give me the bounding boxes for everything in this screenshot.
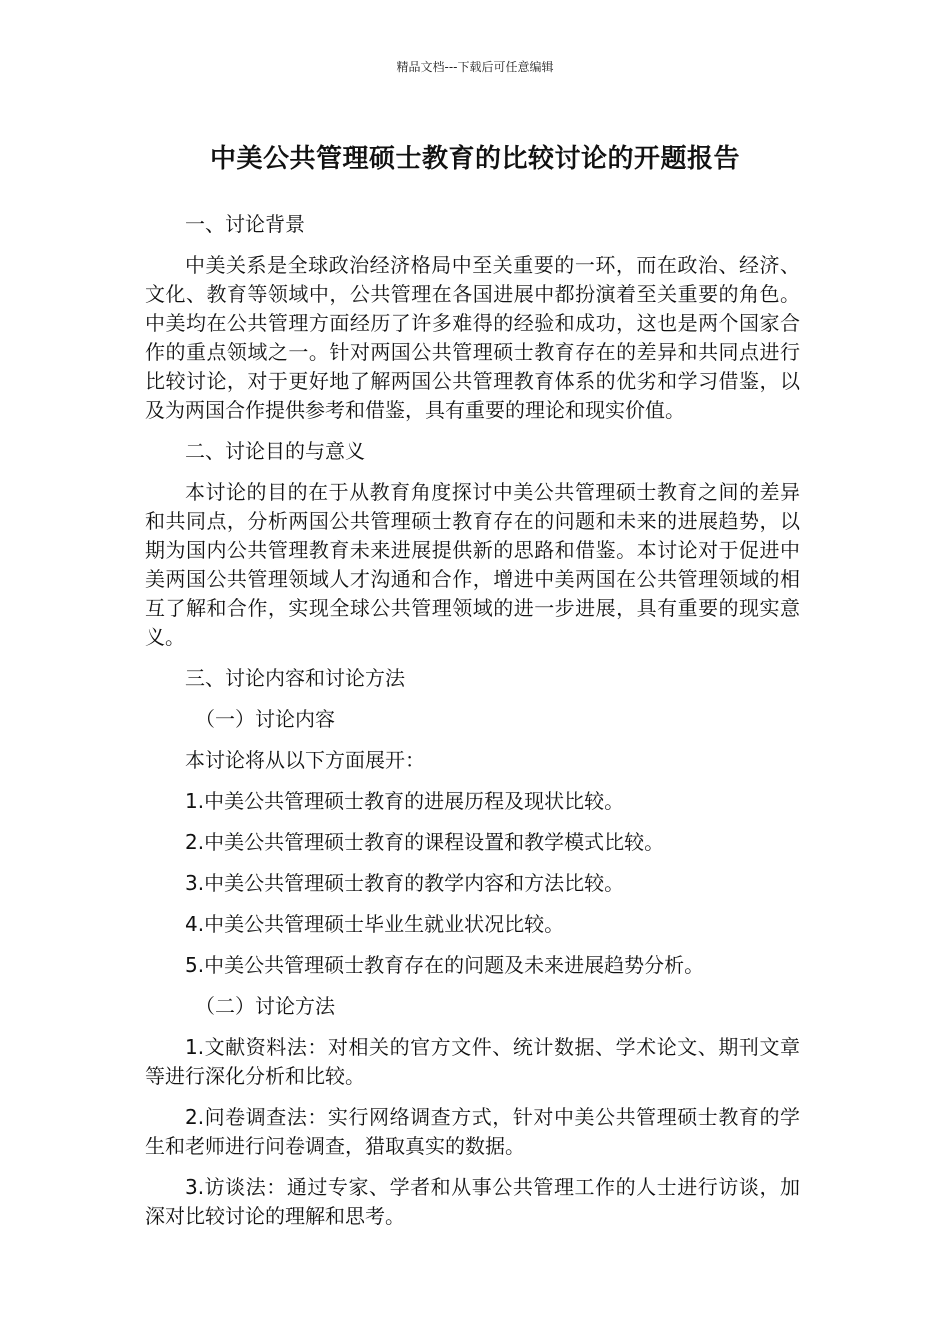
section-3-subheading-methods: （二）讨论方法 — [195, 994, 335, 1018]
document-title: 中美公共管理硕士教育的比较讨论的开题报告 — [209, 144, 740, 174]
method-item: 1.文献资料法：对相关的官方文件、统计数据、学术论文、期刊文章等进行深化分析和比较。 — [145, 1035, 800, 1088]
header-note: 精品文档---下载后可任意编辑 — [396, 60, 554, 74]
section-3-subheading-content: （一）讨论内容 — [195, 707, 335, 731]
section-3-heading: 三、讨论内容和讨论方法 — [185, 666, 405, 690]
section-2-paragraph: 本讨论的目的在于从教育角度探讨中美公共管理硕士教育之间的差异和共同点，分析两国公共管理硕士教育存在的问题和未来的进展趋势，以期为国内公共管理教育未来进展提供新的思路和借鉴。本讨论对于促进中美两国公共管理领域人才沟通和合作，增进中美两国在公共管理领域的相互了解和合作，实现全球公共管理领域的进一步进展，具有重要的现实意义。 — [145, 480, 800, 649]
list-item: 4.中美公共管理硕士毕业生就业状况比较。 — [185, 912, 565, 936]
section-1-heading: 一、讨论背景 — [185, 212, 305, 236]
method-item: 2.问卷调查法：实行网络调查方式，针对中美公共管理硕士教育的学生和老师进行问卷调查，猎取真实的数据。 — [145, 1105, 800, 1158]
section-2-heading: 二、讨论目的与意义 — [185, 439, 365, 463]
section-1-paragraph: 中美关系是全球政治经济格局中至关重要的一环，而在政治、经济、文化、教育等领域中，公共管理在各国进展中都扮演着至关重要的角色。中美均在公共管理方面经历了许多难得的经验和成功，这也是两个国家合作的重点领域之一。针对两国公共管理硕士教育存在的差异和共同点进行比较讨论，对于更好地了解两国公共管理教育体系的优劣和学习借鉴，以及为两国合作提供参考和借鉴，具有重要的理论和现实价值。 — [145, 253, 800, 422]
method-item: 3.访谈法：通过专家、学者和从事公共管理工作的人士进行访谈，加深对比较讨论的理解和思考。 — [145, 1175, 800, 1228]
list-item: 3.中美公共管理硕士教育的教学内容和方法比较。 — [185, 871, 625, 895]
section-3-intro: 本讨论将从以下方面展开： — [185, 748, 425, 772]
document-body — [145, 210, 800, 1243]
list-item: 5.中美公共管理硕士教育存在的问题及未来进展趋势分析。 — [185, 953, 705, 977]
list-item: 1.中美公共管理硕士教育的进展历程及现状比较。 — [185, 789, 625, 813]
list-item: 2.中美公共管理硕士教育的课程设置和教学模式比较。 — [185, 830, 665, 854]
